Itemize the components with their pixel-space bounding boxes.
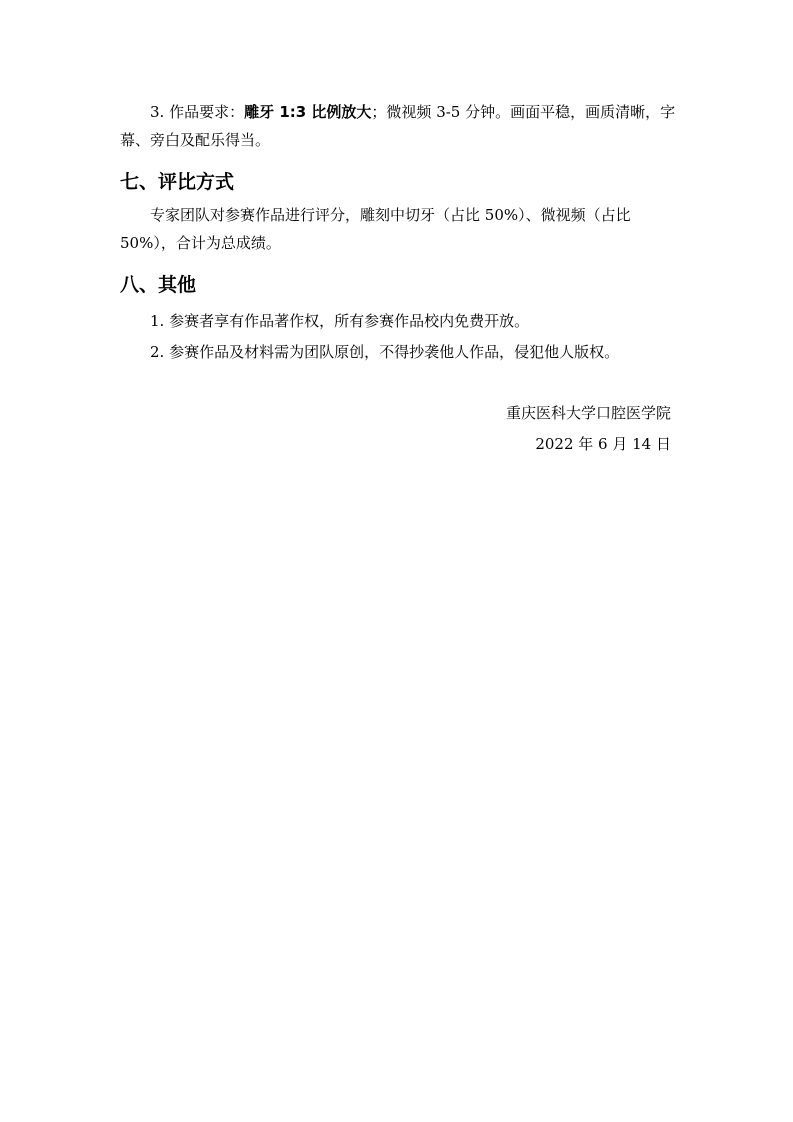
requirements-prefix: 3. 作品要求：: [150, 103, 245, 121]
requirements-paragraph: [120, 98, 680, 154]
section-heading-other: 八、其他: [120, 274, 197, 296]
requirements-rest: ；微视频 3-5 分钟。画面平稳，画质清晰，字幕、旁白及配乐得当。: [120, 103, 676, 149]
section-heading-evaluation: 七、评比方式: [120, 171, 235, 193]
other-item-2: 2. 参赛作品及材料需为团队原创，不得抄袭他人作品，侵犯他人版权。: [150, 343, 620, 361]
other-item-1: 1. 参赛者享有作品著作权，所有参赛作品校内免费开放。: [150, 312, 530, 330]
signature-organization: 重庆医科大学口腔医学院: [505, 404, 671, 422]
signature-date: 2022 年 6 月 14 日: [535, 435, 671, 453]
evaluation-paragraph: 专家团队对参赛作品进行评分，雕刻中切牙（占比 50%）、微视频（占比 50%），合计为总成绩。: [120, 206, 631, 252]
requirements-bold-text: 雕牙 1:3 比例放大: [244, 103, 372, 121]
